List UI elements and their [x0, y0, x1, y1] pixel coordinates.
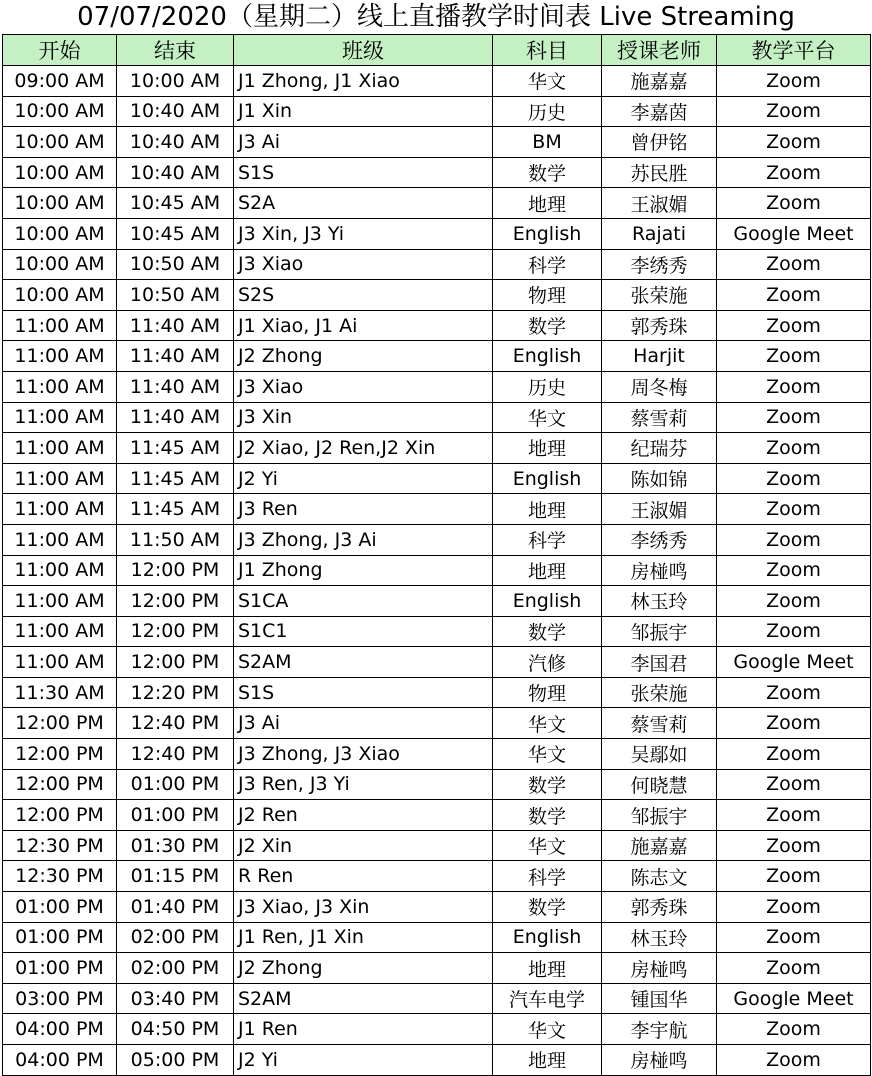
table-row: [3, 586, 871, 617]
page-title: 07/07/2020（星期二）线上直播教学时间表 Live Streaming: [77, 2, 795, 32]
class-cell: J3 Xiao: [234, 371, 493, 402]
platform-cell: Zoom: [717, 433, 871, 464]
header-class: 班级: [234, 35, 493, 66]
subject-cell: 华文: [493, 739, 602, 770]
table-row: [3, 494, 871, 525]
subject-cell: English: [493, 922, 602, 953]
class-cell: J1 Zhong: [234, 555, 493, 586]
platform-cell: Zoom: [717, 922, 871, 953]
subject-cell: 华文: [493, 66, 602, 97]
table-row: [3, 555, 871, 586]
teacher-cell: 苏民胜: [602, 157, 717, 188]
platform-cell: Zoom: [717, 861, 871, 892]
class-cell: S1S: [234, 677, 493, 708]
table-row: [3, 218, 871, 249]
teacher-cell: 李嘉茵: [602, 96, 717, 127]
end-time-cell: 12:40 PM: [117, 739, 234, 770]
subject-cell: 数学: [493, 310, 602, 341]
start-time-cell: 01:00 PM: [3, 953, 117, 984]
table-row: [3, 310, 871, 341]
end-time-cell: 11:40 AM: [117, 341, 234, 372]
platform-cell: Zoom: [717, 739, 871, 770]
start-time-cell: 11:00 AM: [3, 555, 117, 586]
platform-cell: Zoom: [717, 310, 871, 341]
end-time-cell: 10:45 AM: [117, 188, 234, 219]
class-cell: J3 Xiao: [234, 249, 493, 280]
subject-cell: 数学: [493, 157, 602, 188]
start-time-cell: 11:00 AM: [3, 402, 117, 433]
end-time-cell: 10:50 AM: [117, 249, 234, 280]
class-cell: J3 Zhong, J3 Xiao: [234, 739, 493, 770]
platform-cell: Zoom: [717, 677, 871, 708]
subject-cell: 物理: [493, 280, 602, 311]
class-cell: J3 Xiao, J3 Xin: [234, 892, 493, 923]
start-time-cell: 11:00 AM: [3, 371, 117, 402]
end-time-cell: 04:50 PM: [117, 1014, 234, 1045]
end-time-cell: 11:40 AM: [117, 310, 234, 341]
start-time-cell: 11:30 AM: [3, 677, 117, 708]
start-time-cell: 11:00 AM: [3, 310, 117, 341]
subject-cell: 华文: [493, 1014, 602, 1045]
platform-cell: Zoom: [717, 463, 871, 494]
table-row: [3, 524, 871, 555]
start-time-cell: 04:00 PM: [3, 1045, 117, 1076]
start-time-cell: 12:00 PM: [3, 800, 117, 831]
subject-cell: 数学: [493, 616, 602, 647]
table-row: [3, 647, 871, 678]
table-row: [3, 280, 871, 311]
table-row: [3, 249, 871, 280]
subject-cell: 汽车电学: [493, 983, 602, 1014]
teacher-cell: 林玉玲: [602, 922, 717, 953]
start-time-cell: 12:00 PM: [3, 739, 117, 770]
start-time-cell: 10:00 AM: [3, 249, 117, 280]
platform-cell: Zoom: [717, 1045, 871, 1076]
teacher-cell: 房椪鸣: [602, 555, 717, 586]
platform-cell: Zoom: [717, 524, 871, 555]
end-time-cell: 11:45 AM: [117, 463, 234, 494]
class-cell: S1S: [234, 157, 493, 188]
end-time-cell: 02:00 PM: [117, 922, 234, 953]
class-cell: J1 Ren: [234, 1014, 493, 1045]
start-time-cell: 10:00 AM: [3, 218, 117, 249]
teacher-cell: 郭秀珠: [602, 310, 717, 341]
platform-cell: Zoom: [717, 371, 871, 402]
start-time-cell: 11:00 AM: [3, 616, 117, 647]
platform-cell: Zoom: [717, 769, 871, 800]
end-time-cell: 11:40 AM: [117, 402, 234, 433]
start-time-cell: 10:00 AM: [3, 96, 117, 127]
subject-cell: English: [493, 463, 602, 494]
table-row: [3, 983, 871, 1014]
class-cell: S2AM: [234, 983, 493, 1014]
platform-cell: Zoom: [717, 249, 871, 280]
teacher-cell: 蔡雪莉: [602, 708, 717, 739]
teacher-cell: 蔡雪莉: [602, 402, 717, 433]
start-time-cell: 01:00 PM: [3, 892, 117, 923]
teacher-cell: Harjit: [602, 341, 717, 372]
end-time-cell: 05:00 PM: [117, 1045, 234, 1076]
end-time-cell: 10:45 AM: [117, 218, 234, 249]
class-cell: S1CA: [234, 586, 493, 617]
start-time-cell: 11:00 AM: [3, 586, 117, 617]
table-row: [3, 463, 871, 494]
table-row: [3, 1014, 871, 1045]
subject-cell: 华文: [493, 830, 602, 861]
header-row: [3, 35, 871, 66]
end-time-cell: 01:15 PM: [117, 861, 234, 892]
end-time-cell: 11:45 AM: [117, 494, 234, 525]
platform-cell: Zoom: [717, 96, 871, 127]
end-time-cell: 10:40 AM: [117, 157, 234, 188]
start-time-cell: 09:00 AM: [3, 66, 117, 97]
end-time-cell: 12:20 PM: [117, 677, 234, 708]
table-row: [3, 616, 871, 647]
teacher-cell: 张荣施: [602, 677, 717, 708]
platform-cell: Google Meet: [717, 983, 871, 1014]
platform-cell: Zoom: [717, 586, 871, 617]
platform-cell: Zoom: [717, 127, 871, 158]
teacher-cell: 陈如锦: [602, 463, 717, 494]
teacher-cell: Rajati: [602, 218, 717, 249]
end-time-cell: 12:00 PM: [117, 555, 234, 586]
end-time-cell: 11:40 AM: [117, 371, 234, 402]
start-time-cell: 10:00 AM: [3, 188, 117, 219]
header-platform: 教学平台: [717, 35, 871, 66]
end-time-cell: 01:00 PM: [117, 800, 234, 831]
platform-cell: Google Meet: [717, 647, 871, 678]
subject-cell: 地理: [493, 1045, 602, 1076]
subject-cell: English: [493, 586, 602, 617]
end-time-cell: 12:00 PM: [117, 647, 234, 678]
table-row: [3, 66, 871, 97]
class-cell: J3 Xin: [234, 402, 493, 433]
class-cell: J2 Zhong: [234, 953, 493, 984]
class-cell: J2 Xin: [234, 830, 493, 861]
table-row: [3, 953, 871, 984]
class-cell: J3 Ren, J3 Yi: [234, 769, 493, 800]
start-time-cell: 01:00 PM: [3, 922, 117, 953]
table-row: [3, 157, 871, 188]
start-time-cell: 11:00 AM: [3, 341, 117, 372]
table-row: [3, 188, 871, 219]
teacher-cell: 房椪鸣: [602, 953, 717, 984]
table-row: [3, 708, 871, 739]
platform-cell: Zoom: [717, 341, 871, 372]
class-cell: J1 Xiao, J1 Ai: [234, 310, 493, 341]
platform-cell: Zoom: [717, 800, 871, 831]
start-time-cell: 10:00 AM: [3, 127, 117, 158]
end-time-cell: 01:00 PM: [117, 769, 234, 800]
teacher-cell: 李绣秀: [602, 249, 717, 280]
schedule-body: [3, 66, 871, 1076]
class-cell: S2S: [234, 280, 493, 311]
platform-cell: Zoom: [717, 402, 871, 433]
teacher-cell: 曾伊铭: [602, 127, 717, 158]
end-time-cell: 12:00 PM: [117, 616, 234, 647]
start-time-cell: 12:00 PM: [3, 769, 117, 800]
start-time-cell: 11:00 AM: [3, 463, 117, 494]
class-cell: S1C1: [234, 616, 493, 647]
class-cell: J2 Ren: [234, 800, 493, 831]
header-end: 结束: [117, 35, 234, 66]
platform-cell: Zoom: [717, 1014, 871, 1045]
table-row: [3, 341, 871, 372]
table-row: [3, 739, 871, 770]
end-time-cell: 10:40 AM: [117, 96, 234, 127]
subject-cell: 数学: [493, 892, 602, 923]
platform-cell: Zoom: [717, 892, 871, 923]
teacher-cell: 李国君: [602, 647, 717, 678]
subject-cell: 华文: [493, 708, 602, 739]
platform-cell: Zoom: [717, 280, 871, 311]
schedule-table: [2, 34, 871, 1076]
subject-cell: 地理: [493, 188, 602, 219]
end-time-cell: 01:40 PM: [117, 892, 234, 923]
start-time-cell: 11:00 AM: [3, 433, 117, 464]
table-row: [3, 127, 871, 158]
class-cell: J2 Yi: [234, 1045, 493, 1076]
table-row: [3, 371, 871, 402]
subject-cell: BM: [493, 127, 602, 158]
teacher-cell: 纪瑞芬: [602, 433, 717, 464]
table-row: [3, 830, 871, 861]
subject-cell: 地理: [493, 494, 602, 525]
teacher-cell: 吴鄢如: [602, 739, 717, 770]
table-row: [3, 402, 871, 433]
start-time-cell: 11:00 AM: [3, 647, 117, 678]
teacher-cell: 李绣秀: [602, 524, 717, 555]
start-time-cell: 12:30 PM: [3, 861, 117, 892]
end-time-cell: 01:30 PM: [117, 830, 234, 861]
class-cell: S2AM: [234, 647, 493, 678]
start-time-cell: 10:00 AM: [3, 157, 117, 188]
subject-cell: 地理: [493, 953, 602, 984]
subject-cell: 物理: [493, 677, 602, 708]
platform-cell: Zoom: [717, 157, 871, 188]
teacher-cell: 施嘉嘉: [602, 66, 717, 97]
end-time-cell: 11:45 AM: [117, 433, 234, 464]
subject-cell: 科学: [493, 524, 602, 555]
table-row: [3, 1045, 871, 1076]
teacher-cell: 锺国华: [602, 983, 717, 1014]
start-time-cell: 11:00 AM: [3, 494, 117, 525]
subject-cell: 科学: [493, 249, 602, 280]
teacher-cell: 张荣施: [602, 280, 717, 311]
subject-cell: 地理: [493, 433, 602, 464]
teacher-cell: 邹振宇: [602, 616, 717, 647]
teacher-cell: 陈志文: [602, 861, 717, 892]
class-cell: J3 Xin, J3 Yi: [234, 218, 493, 249]
end-time-cell: 12:00 PM: [117, 586, 234, 617]
class-cell: J3 Ren: [234, 494, 493, 525]
start-time-cell: 04:00 PM: [3, 1014, 117, 1045]
teacher-cell: 何晓慧: [602, 769, 717, 800]
subject-cell: English: [493, 218, 602, 249]
subject-cell: 历史: [493, 371, 602, 402]
subject-cell: 数学: [493, 769, 602, 800]
class-cell: J3 Ai: [234, 708, 493, 739]
subject-cell: 汽修: [493, 647, 602, 678]
platform-cell: Zoom: [717, 830, 871, 861]
subject-cell: 历史: [493, 96, 602, 127]
subject-cell: English: [493, 341, 602, 372]
end-time-cell: 12:40 PM: [117, 708, 234, 739]
start-time-cell: 03:00 PM: [3, 983, 117, 1014]
table-row: [3, 922, 871, 953]
header-subject: 科目: [493, 35, 602, 66]
end-time-cell: 10:50 AM: [117, 280, 234, 311]
teacher-cell: 林玉玲: [602, 586, 717, 617]
end-time-cell: 10:00 AM: [117, 66, 234, 97]
teacher-cell: 郭秀珠: [602, 892, 717, 923]
subject-cell: 科学: [493, 861, 602, 892]
class-cell: J3 Zhong, J3 Ai: [234, 524, 493, 555]
table-row: [3, 861, 871, 892]
end-time-cell: 02:00 PM: [117, 953, 234, 984]
start-time-cell: 11:00 AM: [3, 524, 117, 555]
end-time-cell: 10:40 AM: [117, 127, 234, 158]
class-cell: R Ren: [234, 861, 493, 892]
table-row: [3, 800, 871, 831]
table-row: [3, 769, 871, 800]
platform-cell: Zoom: [717, 66, 871, 97]
platform-cell: Zoom: [717, 708, 871, 739]
teacher-cell: 王淑媚: [602, 494, 717, 525]
start-time-cell: 12:00 PM: [3, 708, 117, 739]
platform-cell: Google Meet: [717, 218, 871, 249]
platform-cell: Zoom: [717, 188, 871, 219]
teacher-cell: 邹振宇: [602, 800, 717, 831]
teacher-cell: 施嘉嘉: [602, 830, 717, 861]
platform-cell: Zoom: [717, 953, 871, 984]
class-cell: J2 Yi: [234, 463, 493, 494]
class-cell: J1 Zhong, J1 Xiao: [234, 66, 493, 97]
platform-cell: Zoom: [717, 616, 871, 647]
teacher-cell: 李宇航: [602, 1014, 717, 1045]
table-row: [3, 892, 871, 923]
table-row: [3, 96, 871, 127]
subject-cell: 地理: [493, 555, 602, 586]
teacher-cell: 周冬梅: [602, 371, 717, 402]
class-cell: J2 Zhong: [234, 341, 493, 372]
end-time-cell: 03:40 PM: [117, 983, 234, 1014]
platform-cell: Zoom: [717, 494, 871, 525]
end-time-cell: 11:50 AM: [117, 524, 234, 555]
class-cell: J1 Ren, J1 Xin: [234, 922, 493, 953]
class-cell: J1 Xin: [234, 96, 493, 127]
class-cell: S2A: [234, 188, 493, 219]
platform-cell: Zoom: [717, 555, 871, 586]
start-time-cell: 12:30 PM: [3, 830, 117, 861]
start-time-cell: 10:00 AM: [3, 280, 117, 311]
class-cell: J2 Xiao, J2 Ren,J2 Xin: [234, 433, 493, 464]
table-row: [3, 677, 871, 708]
teacher-cell: 房椪鸣: [602, 1045, 717, 1076]
table-row: [3, 433, 871, 464]
class-cell: J3 Ai: [234, 127, 493, 158]
header-start: 开始: [3, 35, 117, 66]
subject-cell: 华文: [493, 402, 602, 433]
teacher-cell: 王淑媚: [602, 188, 717, 219]
subject-cell: 数学: [493, 800, 602, 831]
header-teacher: 授课老师: [602, 35, 717, 66]
